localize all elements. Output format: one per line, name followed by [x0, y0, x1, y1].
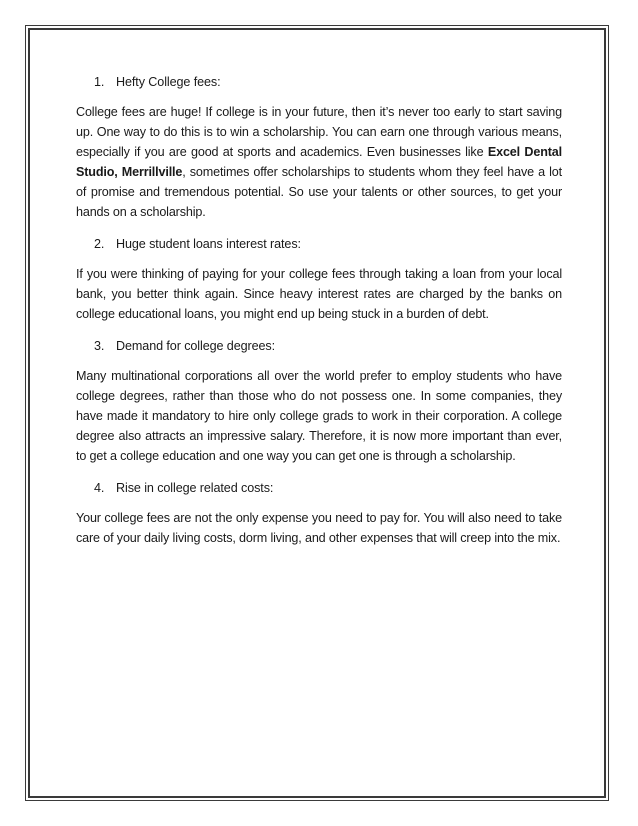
- section-title: Rise in college related costs:: [116, 481, 274, 495]
- section-paragraph-1: [76, 102, 562, 222]
- section-number: 4.: [94, 481, 105, 495]
- document-body: [76, 72, 562, 560]
- section-heading-4: [76, 478, 562, 498]
- section-heading-3: [76, 336, 562, 356]
- section-paragraph-3: Many multinational corporations all over the world prefer to employ students who have college degrees, rather than those who do not possess one. In some companies, they have made it mandatory to hire only college grads to work in their corporation. A college degree also attracts an impressive salary. Therefore, it is now more important than ever, to get a college education and one way you can get one is through a scholarship.: [76, 369, 562, 463]
- section-heading-2: [76, 234, 562, 254]
- paragraph-text: , sometimes offer scholarships to students whom they feel have a lot of promise and tremendous potential. So use your talents or other sources, to get your hands on a scholarship.: [76, 165, 562, 219]
- paragraph-text: College fees are huge! If college is in your future, then it’s never too early to start saving up. One way to do this is to win a scholarship. You can earn one through various means, especially if you are good at sports and academics. Even businesses like: [76, 105, 562, 159]
- section-number: 2.: [94, 237, 105, 251]
- section-paragraph-2: If you were thinking of paying for your college fees through taking a loan from your local bank, you better think again. Since heavy interest rates are charged by the banks on college educational loans, you might end up being stuck in a burden of debt.: [76, 267, 562, 321]
- section-paragraph-4: Your college fees are not the only expense you need to pay for. You will also need to take care of your daily living costs, dorm living, and other expenses that will creep into the mix.: [76, 511, 562, 545]
- section-number: 1.: [94, 75, 105, 89]
- section-title: Hefty College fees:: [116, 75, 221, 89]
- section-heading-1: [76, 72, 562, 92]
- section-title: Huge student loans interest rates:: [116, 237, 301, 251]
- business-name: Excel Dental Studio, Merrillville: [76, 145, 562, 179]
- section-number: 3.: [94, 339, 105, 353]
- section-title: Demand for college degrees:: [116, 339, 276, 353]
